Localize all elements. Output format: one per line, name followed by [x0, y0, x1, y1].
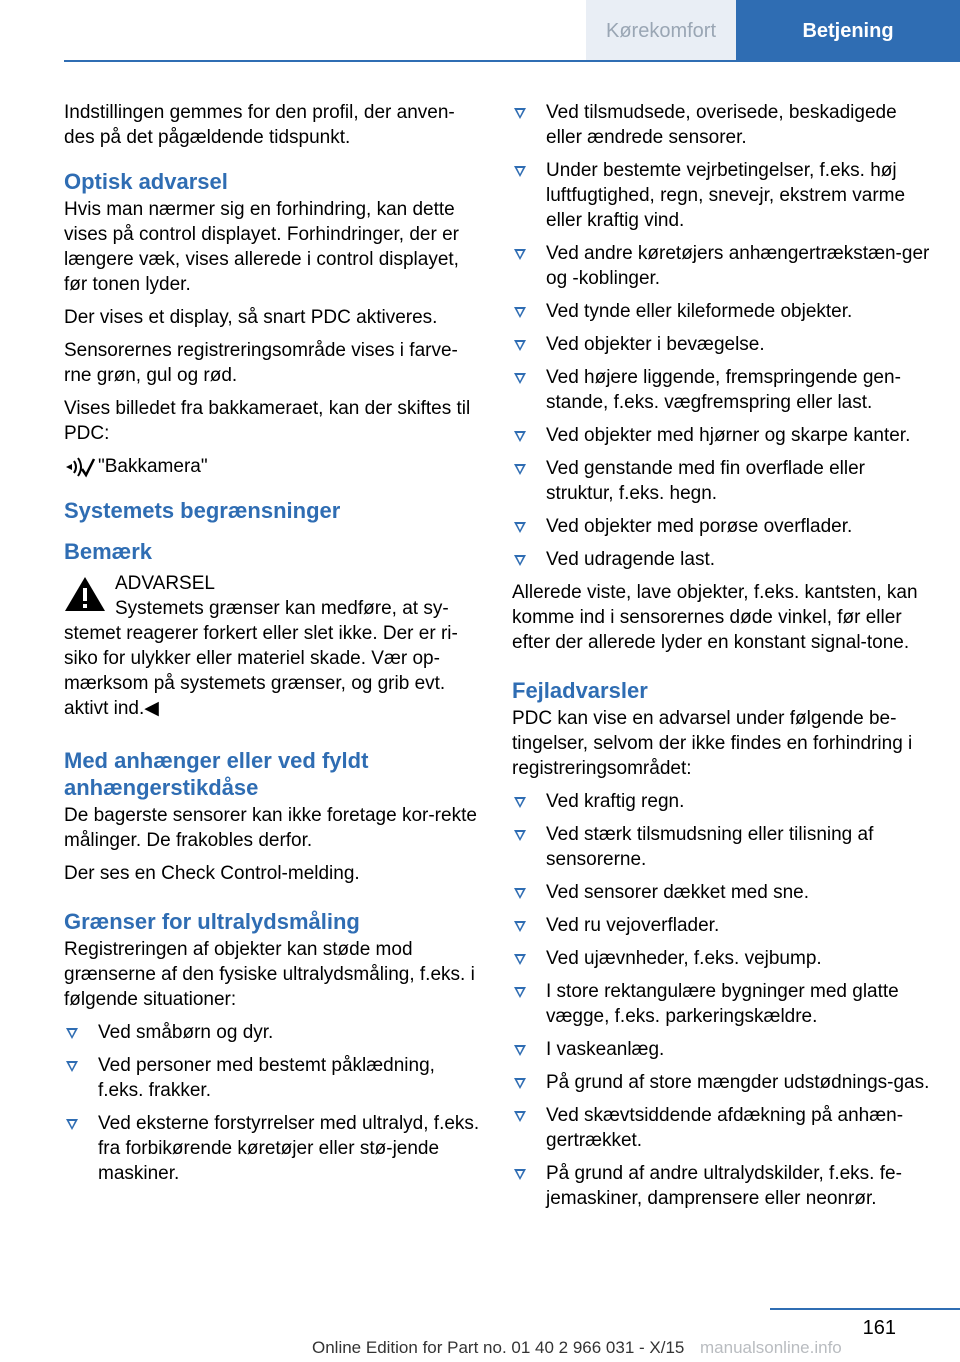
- heading-fejladvarsler: Fejladvarsler: [512, 678, 648, 703]
- list-item: I vaskeanlæg.: [512, 1037, 932, 1062]
- list-item: Ved tilsmudsede, overisede, beskadigede eller ændrede sensorer.: [512, 100, 932, 150]
- tab-korekomfort[interactable]: Kørekomfort: [586, 0, 736, 62]
- fejl-list: [512, 789, 932, 1211]
- list-item: På grund af store mængder udstødnings-gas.: [512, 1070, 932, 1095]
- edition-text: Online Edition for Part no. 01 40 2 966 031 - X/15: [312, 1338, 685, 1357]
- bullet-triangle-icon: [514, 1078, 526, 1089]
- bullet-triangle-icon: [514, 340, 526, 351]
- watermark: manualsonline.info: [700, 1338, 842, 1357]
- bullet-triangle-icon: [514, 555, 526, 566]
- warning-title: ADVARSEL: [115, 573, 215, 594]
- header-tabs: [586, 0, 960, 62]
- pdc-icon: [64, 455, 98, 479]
- ultralyd-p1: Registreringen af objekter kan støde mod grænserne af den fysiske ultralydsmåling, f.eks. i følgende situationer:: [64, 939, 475, 1010]
- heading-bemaerk: Bemærk: [64, 539, 153, 564]
- limitations-list: [512, 100, 932, 572]
- page-number: 161: [862, 1317, 896, 1339]
- list-item: Ved ru vejoverflader.: [512, 913, 932, 938]
- heading-anhaenger: Med anhænger eller ved fyldt anhængerstikdåse: [64, 748, 369, 800]
- heading-ultralyd: Grænser for ultralydsmåling: [64, 909, 360, 934]
- left-column: [64, 100, 480, 1194]
- bullet-triangle-icon: [514, 522, 526, 533]
- bullet-triangle-icon: [514, 954, 526, 965]
- warning-text: stemet reagerer forkert eller slet ikke. Der er ri-siko for ulykker eller materiel skade. Vær op-mærksom på systemets grænser, og grib evt. aktivt ind.◀: [64, 623, 458, 719]
- bakkamera-row: [64, 454, 480, 479]
- list-item: Ved stærk tilsmudsning eller tilisning af sensorerne.: [512, 822, 932, 872]
- heading-systemets-begraensninger: Systemets begrænsninger: [64, 498, 341, 523]
- list-item: Ved skævtsiddende afdækning på anhæn-gertrækket.: [512, 1103, 932, 1153]
- ultralyd-list: [64, 1020, 480, 1186]
- bullet-triangle-icon: [514, 166, 526, 177]
- bullet-triangle-icon: [514, 431, 526, 442]
- bullet-triangle-icon: [514, 888, 526, 899]
- list-item: I store rektangulære bygninger med glatte vægge, f.eks. parkeringskældre.: [512, 979, 932, 1029]
- list-item: Ved personer med bestemt påklædning, f.eks. frakker.: [64, 1053, 480, 1103]
- list-item: Ved objekter i bevægelse.: [512, 332, 932, 357]
- bullet-triangle-icon: [514, 1111, 526, 1122]
- anhaenger-p2: Der ses en Check Control-melding.: [64, 863, 360, 884]
- bullet-triangle-icon: [514, 1169, 526, 1180]
- bullet-triangle-icon: [514, 464, 526, 475]
- list-item: Ved småbørn og dyr.: [64, 1020, 480, 1045]
- list-item: Under bestemte vejrbetingelser, f.eks. høj luftfugtighed, regn, snevejr, ekstrem varme eller kraftig vind.: [512, 158, 932, 233]
- anhaenger-p1: De bagerste sensorer kan ikke foretage kor-rekte målinger. De frakobles derfor.: [64, 805, 477, 851]
- list-item: Ved sensorer dækket med sne.: [512, 880, 932, 905]
- bullet-triangle-icon: [514, 373, 526, 384]
- list-item: Ved højere liggende, fremspringende gen-stande, f.eks. vægfremspring eller last.: [512, 365, 932, 415]
- list-item: Ved objekter med hjørner og skarpe kanter.: [512, 423, 932, 448]
- warning-line1: Systemets grænser kan medføre, at sy-: [115, 598, 449, 619]
- bullet-triangle-icon: [514, 797, 526, 808]
- bullet-triangle-icon: [514, 987, 526, 998]
- footer-divider: [770, 1308, 960, 1310]
- fejl-p1: PDC kan vise en advarsel under følgende be-tingelser, selvom der ikke findes en forhindring i registreringsområdet:: [512, 708, 913, 779]
- bullet-triangle-icon: [514, 307, 526, 318]
- warning-block: [64, 571, 480, 721]
- bullet-triangle-icon: [514, 249, 526, 260]
- bullet-triangle-icon: [514, 830, 526, 841]
- optisk-p3: Sensorernes registreringsområde vises i farve-rne grøn, gul og rød.: [64, 340, 458, 386]
- header-divider: [64, 60, 960, 62]
- list-item: Ved objekter med porøse overflader.: [512, 514, 932, 539]
- list-item: Ved udragende last.: [512, 547, 932, 572]
- bullet-triangle-icon: [514, 108, 526, 119]
- bullet-triangle-icon: [66, 1119, 78, 1130]
- tab-betjening[interactable]: Betjening: [736, 0, 960, 62]
- heading-optisk-advarsel: Optisk advarsel: [64, 169, 228, 194]
- list-item: Ved eksterne forstyrrelser med ultralyd, f.eks. fra forbikørende køretøjer eller stø-jende maskiner.: [64, 1111, 480, 1186]
- optisk-p1: Hvis man nærmer sig en forhindring, kan dette vises på control displayet. Forhindringer, der er længere væk, vises allerede i control displayet, før tonen lyder.: [64, 199, 459, 295]
- bullet-triangle-icon: [66, 1028, 78, 1039]
- list-item: Ved ujævnheder, f.eks. vejbump.: [512, 946, 932, 971]
- list-item: Ved tynde eller kileformede objekter.: [512, 299, 932, 324]
- bakkamera-label: "Bakkamera": [98, 456, 208, 477]
- bullet-triangle-icon: [514, 1045, 526, 1056]
- bullet-triangle-icon: [66, 1061, 78, 1072]
- bullet-triangle-icon: [514, 921, 526, 932]
- list-item: Ved andre køretøjers anhængertrækstæn-ger og -koblinger.: [512, 241, 932, 291]
- list-item: På grund af andre ultralydskilder, f.eks. fe-jemaskiner, damprensere eller neonrør.: [512, 1161, 932, 1211]
- list-item: Ved kraftig regn.: [512, 789, 932, 814]
- optisk-p2: Der vises et display, så snart PDC aktiveres.: [64, 307, 438, 328]
- right-column: [512, 100, 932, 1219]
- optisk-p4: Vises billedet fra bakkameraet, kan der skiftes til PDC:: [64, 398, 471, 444]
- list-item: Ved genstande med fin overflade eller struktur, f.eks. hegn.: [512, 456, 932, 506]
- warning-triangle-icon: [64, 575, 106, 613]
- intro-text: Indstillingen gemmes for den profil, der anven-des på det pågældende tidspunkt.: [64, 102, 455, 148]
- p-after-list: Allerede viste, lave objekter, f.eks. kantsten, kan komme ind i sensorernes døde vinkel, før eller efter der allerede lyder en konstant signal-tone.: [512, 582, 918, 653]
